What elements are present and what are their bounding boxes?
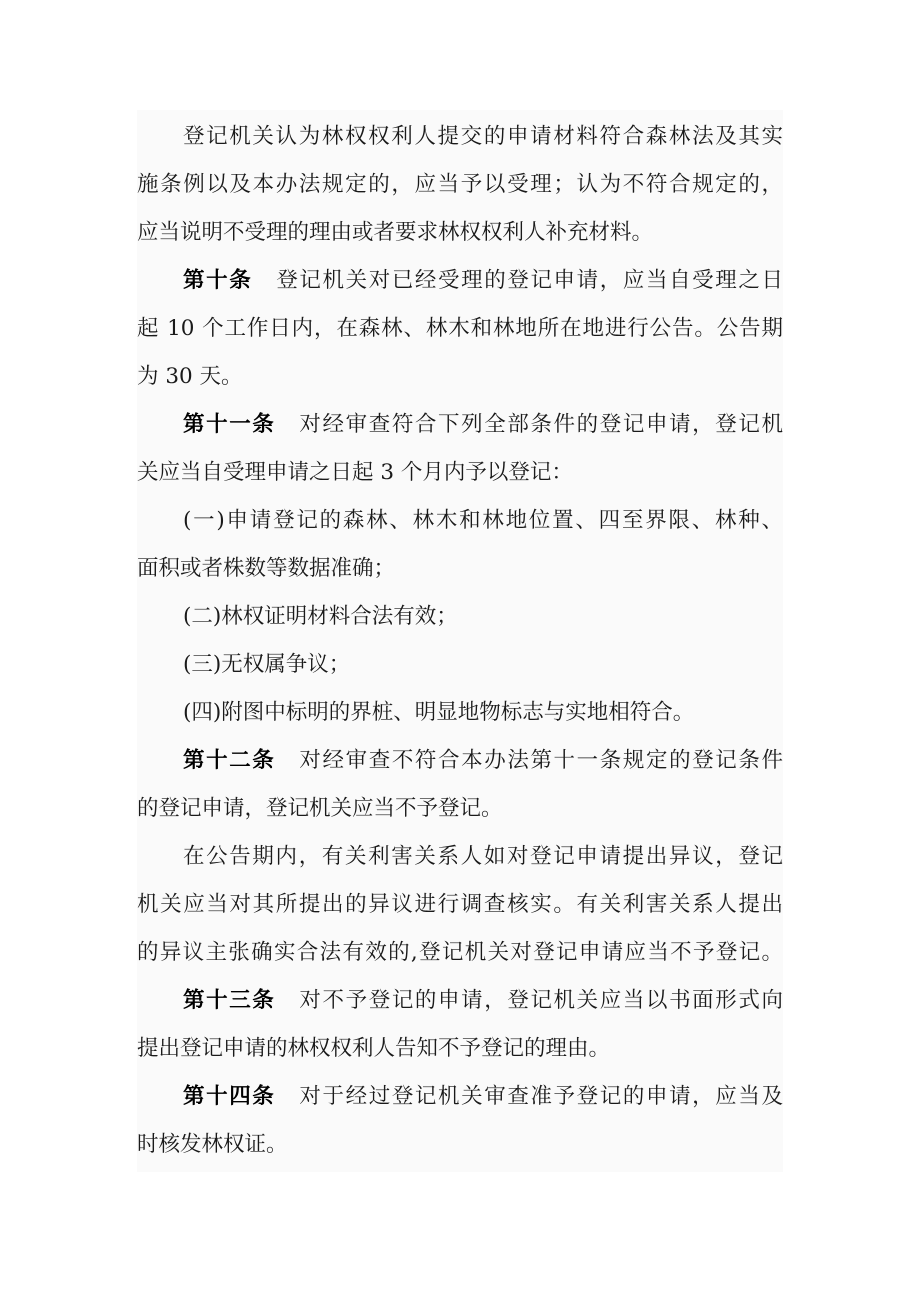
document-body bbox=[137, 110, 783, 1172]
text-line: 在公告期内，有关利害关系人如对登记申请提出异议，登记 bbox=[183, 844, 783, 869]
paragraph-line bbox=[137, 314, 783, 344]
list-item bbox=[137, 602, 783, 632]
text-line: 面积或者株数等数据准确； bbox=[137, 556, 396, 581]
article-11-line bbox=[137, 410, 783, 440]
article-14-line bbox=[137, 1082, 783, 1112]
text-line: 机关应当对其所提出的异议进行调查核实。有关利害关系人提出 bbox=[137, 892, 783, 917]
paragraph-line bbox=[137, 218, 783, 248]
article-heading: 第十二条 bbox=[183, 748, 276, 773]
list-item bbox=[137, 506, 783, 536]
text-line: 时核发林权证。 bbox=[137, 1132, 288, 1157]
article-13-line bbox=[137, 986, 783, 1016]
article-heading: 第十一条 bbox=[183, 412, 276, 437]
paragraph-line bbox=[137, 554, 783, 584]
article-heading: 第十三条 bbox=[183, 988, 276, 1013]
text-line: 对经审查符合下列全部条件的登记申请，登记机 bbox=[299, 412, 783, 437]
text-line: 对于经过登记机关审查准予登记的申请，应当及 bbox=[299, 1084, 783, 1109]
list-item bbox=[137, 698, 783, 728]
text-line: (四)附图中标明的界桩、明显地物标志与实地相符合。 bbox=[183, 700, 695, 725]
paragraph-line bbox=[137, 1130, 783, 1160]
list-item bbox=[137, 650, 783, 680]
text-line: 对经审查不符合本办法第十一条规定的登记条件 bbox=[299, 748, 783, 773]
text-line: 关应当自受理申请之日起 3 个月内予以登记： bbox=[137, 460, 573, 485]
paragraph-line bbox=[137, 362, 783, 392]
text-line: 为 30 天。 bbox=[137, 364, 243, 389]
text-line: (三)无权属争议； bbox=[183, 652, 351, 677]
text-line: 的异议主张确实合法有效的,登记机关对登记申请应当不予登记。 bbox=[137, 940, 783, 965]
paragraph-line bbox=[137, 794, 783, 824]
article-heading: 第十条 bbox=[183, 268, 253, 293]
paragraph-line bbox=[137, 842, 783, 872]
text-line: 应当说明不受理的理由或者要求林权权利人补充材料。 bbox=[137, 220, 654, 245]
paragraph-line bbox=[137, 1034, 783, 1064]
text-line: 施条例以及本办法规定的，应当予以受理；认为不符合规定的， bbox=[137, 172, 783, 197]
paragraph-line bbox=[137, 122, 783, 152]
text-line: (一)申请登记的森林、林木和林地位置、四至界限、林种、 bbox=[183, 508, 783, 533]
text-line: 登记机关对已经受理的登记申请，应当自受理之日 bbox=[276, 268, 783, 293]
article-10-line bbox=[137, 266, 783, 296]
text-line: (二)林权证明材料合法有效； bbox=[183, 604, 458, 629]
text-line: 提出登记申请的林权权利人告知不予登记的理由。 bbox=[137, 1036, 611, 1061]
paragraph-line bbox=[137, 170, 783, 200]
text-line: 的登记申请，登记机关应当不予登记。 bbox=[137, 796, 503, 821]
paragraph-line bbox=[137, 458, 783, 488]
paragraph-line bbox=[137, 938, 783, 968]
text-line: 对不予登记的申请，登记机关应当以书面形式向 bbox=[299, 988, 783, 1013]
article-heading: 第十四条 bbox=[183, 1084, 276, 1109]
paragraph-line bbox=[137, 890, 783, 920]
text-line: 登记机关认为林权权利人提交的申请材料符合森林法及其实 bbox=[183, 124, 783, 149]
text-line: 起 10 个工作日内，在森林、林木和林地所在地进行公告。公告期 bbox=[137, 316, 783, 341]
article-12-line bbox=[137, 746, 783, 776]
